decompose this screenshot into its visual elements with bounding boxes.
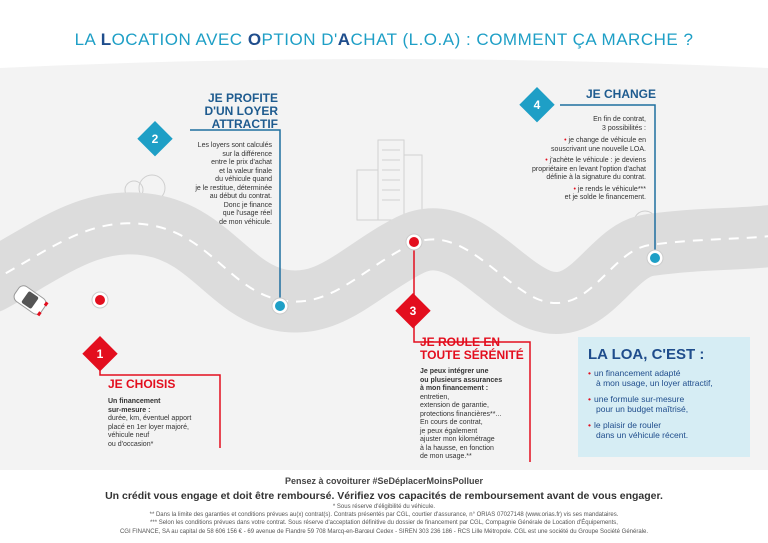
summary-item: • le plaisir de rouler dans un véhicule récent. — [588, 420, 689, 440]
step-4-text: En fin de contrat, 3 possibilités : • je change de véhicule en souscrivant une nouvelle LOA. • j'achète le véhicule : je deviens propriétaire en levant l'option d'achat définie à la signature du contrat. • je rends le véhicule*** et je solde le financement. — [532, 116, 646, 201]
step-3-text: Je peux intégrer une ou plusieurs assurances à mon financement : entretien, extension de garantie, protections financières**... En cours de contrat, je peux également ajuster mon kilométrage à la hausse, en fonction de mon usage.** — [420, 368, 503, 460]
legal-disclaimer: Un crédit vous engage et doit être remboursé. Vérifiez vos capacités de remboursement avant de vous engager. — [105, 490, 663, 502]
summary-item: • une formule sur-mesure pour un budget maîtrisé, — [588, 394, 689, 414]
svg-text:3: 3 — [409, 304, 417, 318]
svg-text:4: 4 — [533, 98, 541, 112]
step-3-heading: JE ROULE EN TOUTE SÉRÉNITÉ — [420, 335, 524, 362]
step-1-heading: JE CHOISIS — [108, 377, 176, 391]
footnote: *** Selon les conditions prévues dans votre contrat. Sous réserve d'acceptation définitive du dossier de financement par CGL, Compagnie Générale de Location d'Équipements, — [150, 520, 618, 526]
summary-card-title: LA LOA, C'EST : — [588, 346, 705, 363]
step-1-text: Un financement sur-mesure : durée, km, éventuel apport placé en 1er loyer majoré, véhicule neuf ou d'occasion* — [108, 398, 192, 448]
step-2-heading: JE PROFITE D'UN LOYER ATTRACTIF — [204, 91, 278, 131]
svg-text:1: 1 — [96, 347, 104, 361]
hashtag: Pensez à covoiturer #SeDéplacerMoinsPolluer — [284, 476, 484, 486]
step-2-text: Les loyers sont calculés sur la différence entre le prix d'achat et la valeur finale du véhicule quand je le restitue, déterminée au début du contrat. Donc je finance que l'usage réel de mon véhicule. — [195, 142, 272, 226]
footnote: * Sous réserve d'éligibilité du véhicule. — [332, 504, 436, 510]
page-title: LA LOCATION AVEC OPTION D'ACHAT (L.O.A) : COMMENT ÇA MARCHE ? — [74, 30, 694, 49]
footnote: CGI FINANCE, SA au capital de 58 606 156 € - 69 avenue de Flandre 59 708 Marcq-en-Barœul Cedex - SIREN 303 236 186 - RCS Lille Métropole. CGL est une société du Groupe Société Générale. — [119, 529, 649, 535]
step-4-heading: JE CHANGE — [585, 87, 656, 101]
footnote: ** Dans la limite des garanties et conditions prévues au(x) contrat(s). Contrats présentés par CGL, courtier d'assurance, n° ORIAS 07027148 (www.orias.fr) vis ses mandataires. — [149, 512, 619, 518]
summary-item: • un financement adapté à mon usage, un loyer attractif, — [588, 368, 713, 388]
svg-text:2: 2 — [151, 132, 159, 146]
